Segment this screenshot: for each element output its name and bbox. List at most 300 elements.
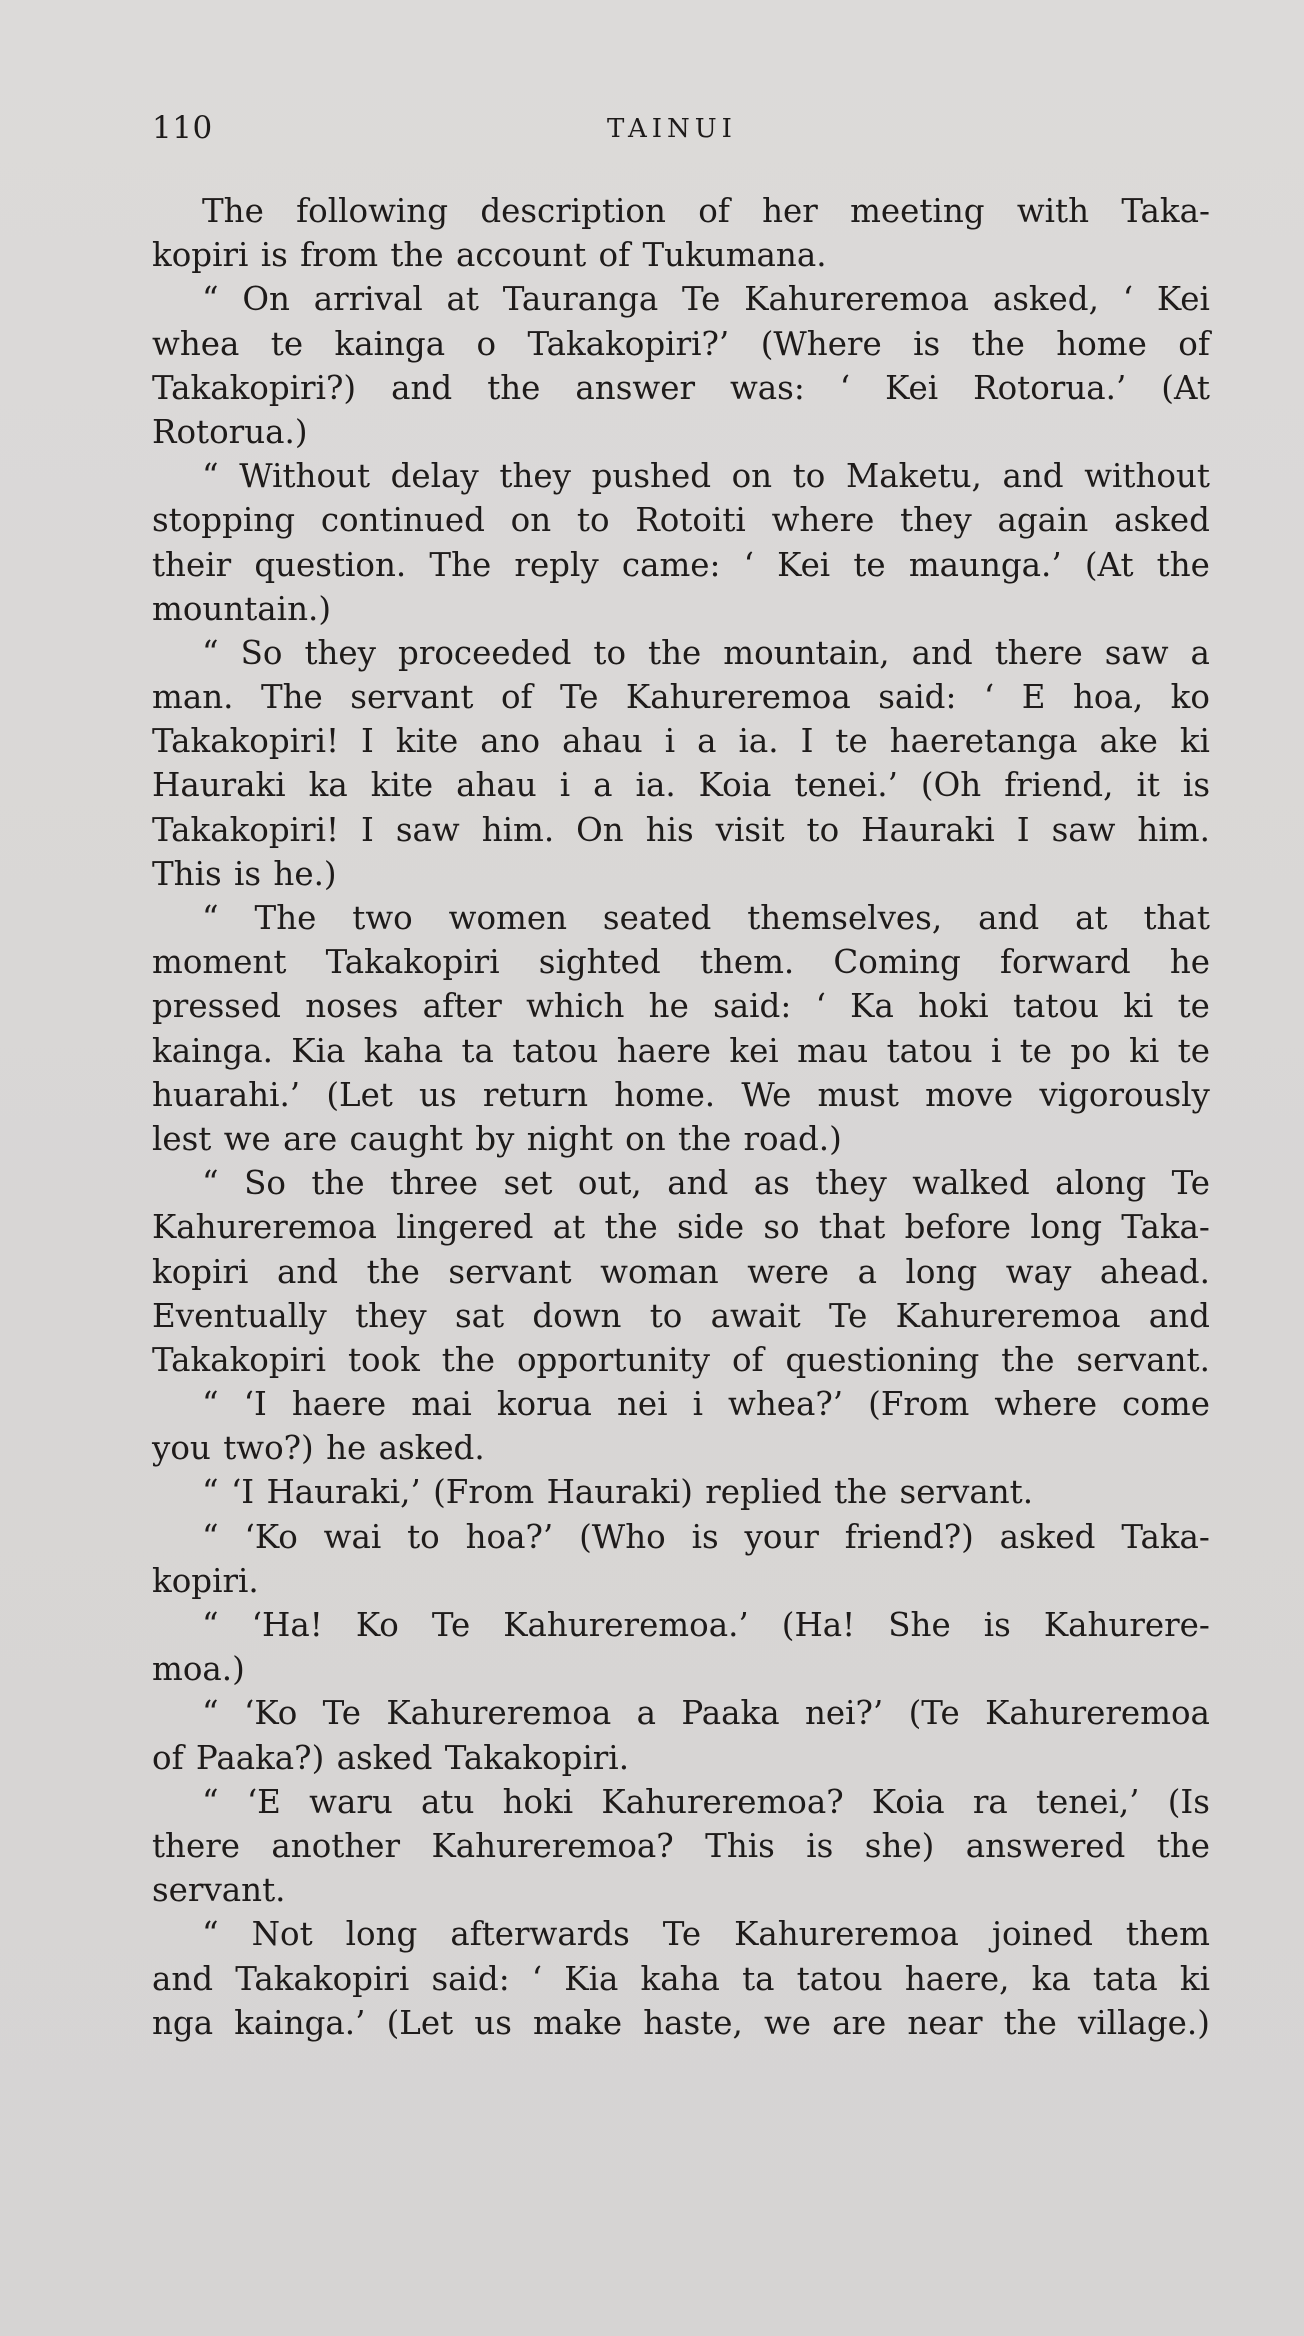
word: come xyxy=(1122,1385,1210,1424)
word: home. xyxy=(614,1075,716,1114)
word: ta xyxy=(742,1959,775,1998)
word: wai xyxy=(323,1517,382,1556)
word: long xyxy=(905,1252,978,1291)
word: Takakopiri xyxy=(235,1959,410,1998)
word: Kahureremoa xyxy=(895,1296,1121,1335)
word: man. xyxy=(152,678,234,717)
word: forward xyxy=(999,943,1131,982)
word: another xyxy=(271,1826,401,1865)
word: them. xyxy=(699,943,795,982)
word: Kahureremoa xyxy=(386,1694,612,1733)
word: Kahureremoa? xyxy=(431,1826,674,1865)
word: “ xyxy=(202,1385,219,1424)
text-line xyxy=(152,1691,1210,1735)
word: on xyxy=(731,457,773,496)
word: side xyxy=(676,1208,745,1247)
word: woman xyxy=(600,1252,719,1291)
word: Ko xyxy=(355,1606,399,1644)
word: te xyxy=(835,722,868,761)
word: following xyxy=(296,192,449,230)
word: (Let xyxy=(386,2003,454,2042)
word: Tauranga xyxy=(502,280,659,319)
word: Te xyxy=(828,1296,868,1335)
word: haere, xyxy=(904,1959,1010,1998)
word: Te xyxy=(1171,1164,1210,1203)
word: tenei,’ xyxy=(1036,1782,1140,1821)
word: te xyxy=(1177,987,1210,1026)
word: they xyxy=(355,1296,427,1335)
word: Kahurere- xyxy=(1043,1606,1210,1644)
word: delay xyxy=(390,457,479,496)
word: the xyxy=(1156,1826,1210,1865)
text-line: of Paaka?) asked Takakopiri. xyxy=(152,1738,630,1777)
word: it xyxy=(1136,766,1160,805)
word: description xyxy=(480,192,666,230)
word: pushed xyxy=(591,457,711,496)
word: Taka- xyxy=(1121,192,1210,230)
word: Te xyxy=(322,1694,362,1733)
page-number: 110 xyxy=(152,110,213,146)
word: “ xyxy=(202,633,219,672)
word: the xyxy=(311,1164,365,1203)
word: i xyxy=(664,722,676,761)
word: ahau xyxy=(562,722,643,761)
word: Kia xyxy=(564,1959,619,1998)
word: Kahureremoa xyxy=(152,1208,377,1247)
word: lingered xyxy=(396,1208,534,1247)
word: Takakopiri! xyxy=(152,810,340,849)
word: The xyxy=(260,678,323,717)
word: await xyxy=(710,1296,801,1335)
word: stopping xyxy=(152,501,296,540)
word: the xyxy=(366,1252,420,1291)
text-line: you two?) he asked. xyxy=(152,1429,485,1468)
word: mau xyxy=(797,1031,869,1070)
word: she) xyxy=(864,1826,935,1865)
word: after xyxy=(422,987,502,1026)
word: We xyxy=(741,1075,792,1114)
word: “ xyxy=(202,1915,219,1954)
word: Te xyxy=(682,280,721,319)
text-line xyxy=(152,366,1210,410)
word: kopiri xyxy=(152,1252,249,1291)
word: is xyxy=(983,1606,1011,1644)
word: two xyxy=(352,899,413,937)
text-line xyxy=(152,277,1210,321)
word: saw xyxy=(1104,633,1169,672)
word: asked xyxy=(999,1517,1096,1556)
word: is xyxy=(1182,766,1210,805)
word: ‘ xyxy=(815,987,826,1026)
word: ‘ xyxy=(839,368,851,407)
text-line: “ ‘I Hauraki,’ (From Hauraki) replied the servant. xyxy=(202,1473,1034,1512)
word: Koia xyxy=(698,766,772,805)
body-text xyxy=(152,189,1210,2045)
word: tenei.’ xyxy=(794,766,898,805)
word: make xyxy=(533,2003,623,2042)
text-line xyxy=(152,1205,1210,1249)
text-line xyxy=(152,1603,1210,1647)
word: (From xyxy=(868,1385,970,1424)
word: ‘Ha! xyxy=(251,1606,323,1644)
word: te xyxy=(270,324,304,363)
word: E xyxy=(1021,678,1046,717)
word: women xyxy=(448,899,568,937)
word: and xyxy=(667,1164,729,1203)
word: Maketu, xyxy=(845,457,982,496)
text-line xyxy=(152,2001,1210,2045)
word: long xyxy=(345,1915,418,1954)
word: set xyxy=(503,1164,553,1203)
word: servant xyxy=(350,678,474,717)
word: tatou xyxy=(512,1031,599,1070)
word: the xyxy=(487,368,541,407)
word: Without xyxy=(239,457,371,496)
word: that xyxy=(818,1208,886,1247)
word: Takakopiri xyxy=(152,1340,326,1379)
word: o xyxy=(476,324,497,363)
word: to xyxy=(649,1296,683,1335)
word: hoa, xyxy=(1072,678,1144,717)
word: servant xyxy=(448,1252,572,1291)
word: nei xyxy=(616,1385,668,1424)
word: Taka- xyxy=(1121,1208,1210,1247)
word: return xyxy=(482,1075,589,1114)
word: ahau xyxy=(456,766,537,805)
text-line xyxy=(152,1824,1210,1868)
word: pressed xyxy=(152,987,281,1026)
word: ka xyxy=(308,766,348,805)
word: i xyxy=(692,1385,703,1424)
word: kaha xyxy=(640,1959,720,1998)
word: long xyxy=(1030,1208,1103,1247)
word: nei?’ xyxy=(804,1694,884,1733)
word: at xyxy=(552,1208,586,1247)
word: them xyxy=(1125,1915,1210,1954)
word: Rotoiti xyxy=(635,501,746,540)
word: village.) xyxy=(1077,2003,1210,2042)
word: Kahureremoa xyxy=(734,1915,959,1954)
text-line xyxy=(152,543,1210,587)
word: Takakopiri! xyxy=(152,722,340,761)
word: meeting xyxy=(850,192,985,230)
word: (Te xyxy=(908,1694,960,1733)
word: is xyxy=(806,1826,834,1865)
word: proceeded xyxy=(398,633,572,672)
word: kainga. xyxy=(152,1031,273,1070)
text-line xyxy=(152,896,1210,940)
word: your xyxy=(744,1517,819,1556)
word: he xyxy=(1169,943,1210,982)
word: they xyxy=(304,633,377,672)
word: Kahureremoa xyxy=(744,280,970,319)
word: ake xyxy=(1099,722,1158,761)
word: She xyxy=(888,1606,951,1644)
word: hoki xyxy=(502,1782,574,1821)
word: ‘E xyxy=(246,1782,281,1821)
word: (Where xyxy=(760,324,882,363)
word: without xyxy=(1084,457,1210,496)
word: are xyxy=(832,2003,887,2042)
word: Coming xyxy=(833,943,961,982)
word: walked xyxy=(912,1164,1030,1203)
word: ‘ xyxy=(1122,280,1134,319)
word: of xyxy=(500,678,533,717)
word: seated xyxy=(602,899,712,937)
word: This xyxy=(705,1826,775,1865)
text-line xyxy=(152,719,1210,763)
word: ‘ xyxy=(531,1959,543,1998)
text-line: This is he.) xyxy=(152,854,337,893)
word: tatou xyxy=(1012,987,1099,1026)
word: whea xyxy=(152,324,240,363)
word: vigorously xyxy=(1039,1075,1210,1114)
word: him. xyxy=(1137,810,1210,849)
word: The xyxy=(429,545,492,584)
word: kite xyxy=(395,722,459,761)
word: Taka- xyxy=(1121,1517,1210,1556)
word: and xyxy=(1148,1296,1210,1335)
word: to xyxy=(792,457,826,496)
word: “ xyxy=(202,1164,219,1203)
text-line xyxy=(152,1382,1210,1426)
word: kaha xyxy=(363,1031,444,1070)
word: the xyxy=(1003,2003,1057,2042)
text-line xyxy=(152,631,1210,675)
text-line: lest we are caught by night on the road.) xyxy=(152,1119,842,1158)
word: (At xyxy=(1084,545,1134,584)
word: move xyxy=(925,1075,1014,1114)
text-line xyxy=(152,1073,1210,1117)
word: I xyxy=(361,810,374,849)
word: joined xyxy=(991,1915,1093,1954)
word: answered xyxy=(965,1826,1126,1865)
word: a xyxy=(857,1252,877,1291)
word: Te xyxy=(431,1606,471,1644)
word: Hauraki xyxy=(861,810,995,849)
word: (Is xyxy=(1167,1782,1210,1821)
word: te xyxy=(1177,1031,1210,1070)
word: Kei xyxy=(1156,280,1210,319)
word: again xyxy=(997,501,1089,540)
word: noses xyxy=(305,987,399,1026)
word: whea?’ xyxy=(728,1385,844,1424)
word: sat xyxy=(454,1296,505,1335)
word: Kei xyxy=(885,368,939,407)
word: ki xyxy=(1179,722,1210,761)
text-line: mountain.) xyxy=(152,589,332,628)
word: said: xyxy=(878,678,957,717)
word: the xyxy=(971,324,1025,363)
word: Takakopiri?’ xyxy=(527,324,730,363)
word: opportunity xyxy=(516,1340,711,1379)
text-line: kopiri. xyxy=(152,1561,259,1600)
word: Kahureremoa.’ xyxy=(503,1606,749,1644)
word: to xyxy=(407,1517,440,1556)
word: as xyxy=(753,1164,790,1203)
word: “ xyxy=(202,1782,219,1821)
word: they xyxy=(499,457,571,496)
word: “ xyxy=(202,1517,219,1556)
word: (Who xyxy=(579,1517,666,1556)
text-line xyxy=(152,1338,1210,1382)
word: tata xyxy=(1092,1959,1158,1998)
word: us xyxy=(419,1075,457,1114)
word: (Ha! xyxy=(781,1606,856,1644)
word: questioning xyxy=(785,1340,980,1379)
word: afterwards xyxy=(450,1915,630,1954)
word: a xyxy=(1190,633,1210,672)
word: came: xyxy=(621,545,721,584)
word: On xyxy=(576,810,624,849)
word: there xyxy=(994,633,1083,672)
word: his xyxy=(645,810,694,849)
word: must xyxy=(817,1075,899,1114)
word: the xyxy=(1001,1340,1055,1379)
word: ki xyxy=(1179,1959,1210,1998)
word: tatou xyxy=(796,1959,883,1998)
word: us xyxy=(474,2003,512,2042)
word: took xyxy=(347,1340,420,1379)
word: the xyxy=(1156,545,1210,584)
word: answer xyxy=(575,368,695,407)
word: which xyxy=(526,987,625,1026)
word: arrival xyxy=(313,280,423,319)
word: asked xyxy=(1114,501,1210,540)
word: So xyxy=(244,1164,286,1203)
word: they xyxy=(815,1164,887,1203)
text-line xyxy=(152,1515,1210,1559)
text-line xyxy=(152,1957,1210,2001)
word: we xyxy=(763,2003,812,2042)
word: ta xyxy=(461,1031,494,1070)
word: ‘ xyxy=(983,678,995,717)
word: friend, xyxy=(1004,766,1114,805)
word: The xyxy=(254,899,317,937)
word: kainga xyxy=(334,324,446,363)
word: him. xyxy=(481,810,555,849)
text-line xyxy=(152,454,1210,498)
word: themselves, xyxy=(747,899,943,937)
text-line: servant. xyxy=(152,1871,286,1910)
word: Eventually xyxy=(152,1296,327,1335)
word: saw xyxy=(1051,810,1116,849)
word: ka xyxy=(1031,1959,1071,1998)
word: Kei xyxy=(777,545,831,584)
word: hoki xyxy=(918,987,989,1026)
word: Paaka xyxy=(681,1694,780,1733)
word: ‘Ko xyxy=(244,1517,298,1556)
word: Takakopiri?) xyxy=(152,368,357,407)
word: ko xyxy=(1170,678,1210,717)
word: Kahureremoa xyxy=(985,1694,1210,1733)
word: Kia xyxy=(291,1031,346,1070)
word: ano xyxy=(480,722,541,761)
word: mai xyxy=(411,1385,472,1424)
word: tatou xyxy=(886,1031,973,1070)
word: Not xyxy=(251,1915,313,1954)
text-line xyxy=(152,1161,1210,1205)
word: te xyxy=(853,545,886,584)
word: the xyxy=(648,633,702,672)
word: where xyxy=(771,501,875,540)
word: (At xyxy=(1161,368,1210,407)
word: haeretanga xyxy=(889,722,1078,761)
word: ra xyxy=(972,1782,1008,1821)
word: to xyxy=(593,633,627,672)
word: the xyxy=(441,1340,496,1379)
word: of xyxy=(731,1340,764,1379)
word: so xyxy=(763,1208,800,1247)
word: nga xyxy=(152,2003,214,2042)
text-line xyxy=(152,189,1210,233)
text-line xyxy=(152,1294,1210,1338)
word: he xyxy=(648,987,689,1026)
word: So xyxy=(240,633,283,672)
word: moment xyxy=(152,943,287,982)
word: question. xyxy=(254,545,407,584)
word: along xyxy=(1055,1164,1147,1203)
word: Kahureremoa xyxy=(625,678,851,717)
word: saw xyxy=(395,810,460,849)
word: Takakopiri xyxy=(325,943,500,982)
word: te xyxy=(1019,1031,1053,1070)
word: Te xyxy=(662,1915,702,1954)
word: korua xyxy=(496,1385,592,1424)
word: her xyxy=(762,192,818,230)
word: Koia xyxy=(871,1782,945,1821)
word: is xyxy=(913,324,941,363)
word: down xyxy=(532,1296,622,1335)
word: kainga.’ xyxy=(234,2003,366,2042)
word: and xyxy=(152,1959,214,1998)
word: reply xyxy=(514,545,599,584)
word: haere xyxy=(291,1385,387,1424)
text-line xyxy=(152,1029,1210,1073)
text-line xyxy=(152,675,1210,719)
text-line xyxy=(152,322,1210,366)
word: home xyxy=(1056,324,1147,363)
word: was: xyxy=(729,368,805,407)
word: out, xyxy=(577,1164,642,1203)
text-line xyxy=(152,984,1210,1028)
word: and xyxy=(276,1252,339,1291)
word: three xyxy=(390,1164,479,1203)
word: on xyxy=(510,501,552,540)
word: way xyxy=(1005,1252,1072,1291)
word: that xyxy=(1143,899,1210,937)
word: ki xyxy=(1123,987,1154,1026)
word: i xyxy=(559,766,571,805)
word: at xyxy=(446,280,479,319)
text-line: kopiri is from the account of Tukumana. xyxy=(152,236,827,275)
word: haere xyxy=(616,1031,711,1070)
text-line xyxy=(152,808,1210,852)
word: their xyxy=(152,545,232,584)
word: “ xyxy=(202,457,219,496)
word: and xyxy=(391,368,453,407)
word: “ xyxy=(202,899,219,937)
word: servant. xyxy=(1076,1340,1210,1379)
word: a xyxy=(697,722,717,761)
word: I xyxy=(361,722,374,761)
word: sighted xyxy=(538,943,661,982)
word: a xyxy=(636,1694,656,1733)
word: ‘I xyxy=(243,1385,267,1424)
word: (Let xyxy=(326,1075,393,1114)
word: On xyxy=(242,280,290,319)
word: ia. xyxy=(635,766,676,805)
